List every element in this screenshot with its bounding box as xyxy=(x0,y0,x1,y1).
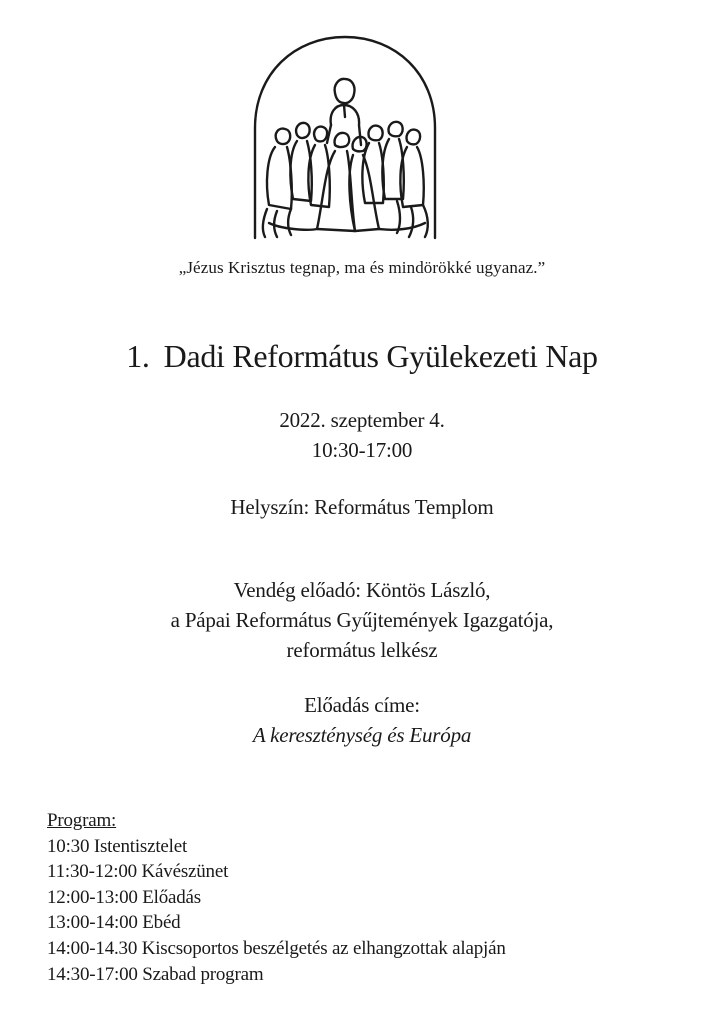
event-title-number: 1. xyxy=(126,338,150,374)
program-item: 11:30-12:00 Kávészünet xyxy=(47,861,229,883)
congregation-arch-logo xyxy=(247,33,443,241)
event-title-text: Dadi Református Gyülekezeti Nap xyxy=(163,338,598,374)
event-time: 10:30-17:00 xyxy=(311,438,413,462)
guest-speaker-name: Vendég előadó: Köntös László, xyxy=(233,578,491,602)
event-date: 2022. szeptember 4. xyxy=(279,408,445,432)
guest-speaker-title: református lelkész xyxy=(286,638,438,662)
event-venue: Helyszín: Református Templom xyxy=(230,495,494,519)
program-item: 12:00-13:00 Előadás xyxy=(47,886,201,908)
bible-quote: „Jézus Krisztus tegnap, ma és mindörökké ugyanaz.” xyxy=(178,258,546,277)
program-heading: Program: xyxy=(47,810,117,831)
guest-speaker-role: a Pápai Református Gyűjtemények Igazgatója, xyxy=(170,608,554,632)
lecture-label: Előadás címe: xyxy=(304,693,420,717)
event-date-block xyxy=(0,405,724,465)
lecture-title: A kereszténység és Európa xyxy=(252,723,472,747)
program-item: 14:30-17:00 Szabad program xyxy=(47,963,264,985)
lecture-block xyxy=(0,690,724,750)
program-item: 14:00-14.30 Kiscsoportos beszélgetés az elhangzottak alapján xyxy=(47,937,506,959)
program-item: 10:30 Istentisztelet xyxy=(47,835,188,857)
event-title xyxy=(0,338,724,375)
guest-speaker-block xyxy=(0,575,724,665)
program-list xyxy=(47,808,506,987)
program-item: 13:00-14:00 Ebéd xyxy=(47,912,181,934)
